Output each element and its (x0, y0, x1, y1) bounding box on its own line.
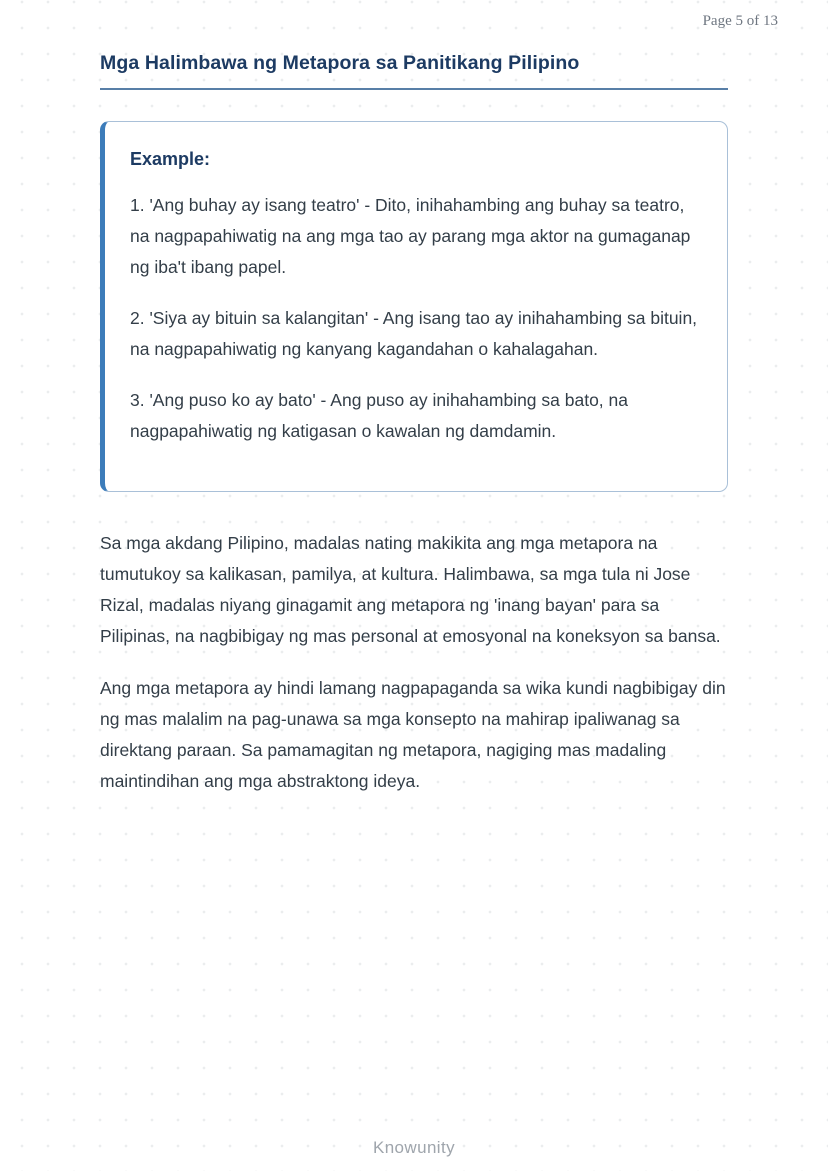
document-title: Mga Halimbawa ng Metapora sa Panitikang Pilipino (100, 51, 728, 90)
example-box (100, 121, 728, 492)
example-item-2: 2. 'Siya ay bituin sa kalangitan' - Ang isang tao ay inihahambing sa bituin, na nagpapahiwatig ng kanyang kagandahan o kahalagahan. (130, 308, 698, 359)
body-paragraph-2: Ang mga metapora ay hindi lamang nagpapaganda sa wika kundi nagbibigay din ng mas malalim na pag-unawa sa mga konsepto na mahirap ipaliwanag sa direktang paraan. Sa pamamagitan ng metapora, nagiging mas madaling maintindihan ang mga abstraktong ideya. (100, 678, 726, 791)
example-item-1: 1. 'Ang buhay ay isang teatro' - Dito, inihahambing ang buhay sa teatro, na nagpapahiwatig na ang mga tao ay parang mga aktor na gumaganap ng iba't ibang papel. (130, 195, 691, 277)
example-item-3: 3. 'Ang puso ko ay bato' - Ang puso ay inihahambing sa bato, na nagpapahiwatig ng katigasan o kawalan ng damdamin. (130, 390, 628, 441)
brand-footer (0, 1138, 828, 1158)
body-paragraph-1: Sa mga akdang Pilipino, madalas nating makikita ang mga metapora na tumutukoy sa kalikasan, pamilya, at kultura. Halimbawa, sa mga tula ni Jose Rizal, madalas niyang ginagamit ang metapora ng 'inang bayan' para sa Pilipinas, na nagbibigay ng mas personal at emosyonal na koneksyon sa bansa. (100, 533, 721, 646)
brand-wordmark: Knowunity (372, 1138, 456, 1157)
page-indicator: Page 5 of 13 (702, 13, 778, 29)
document-content (100, 0, 728, 797)
example-box-heading: Example: (130, 149, 211, 169)
